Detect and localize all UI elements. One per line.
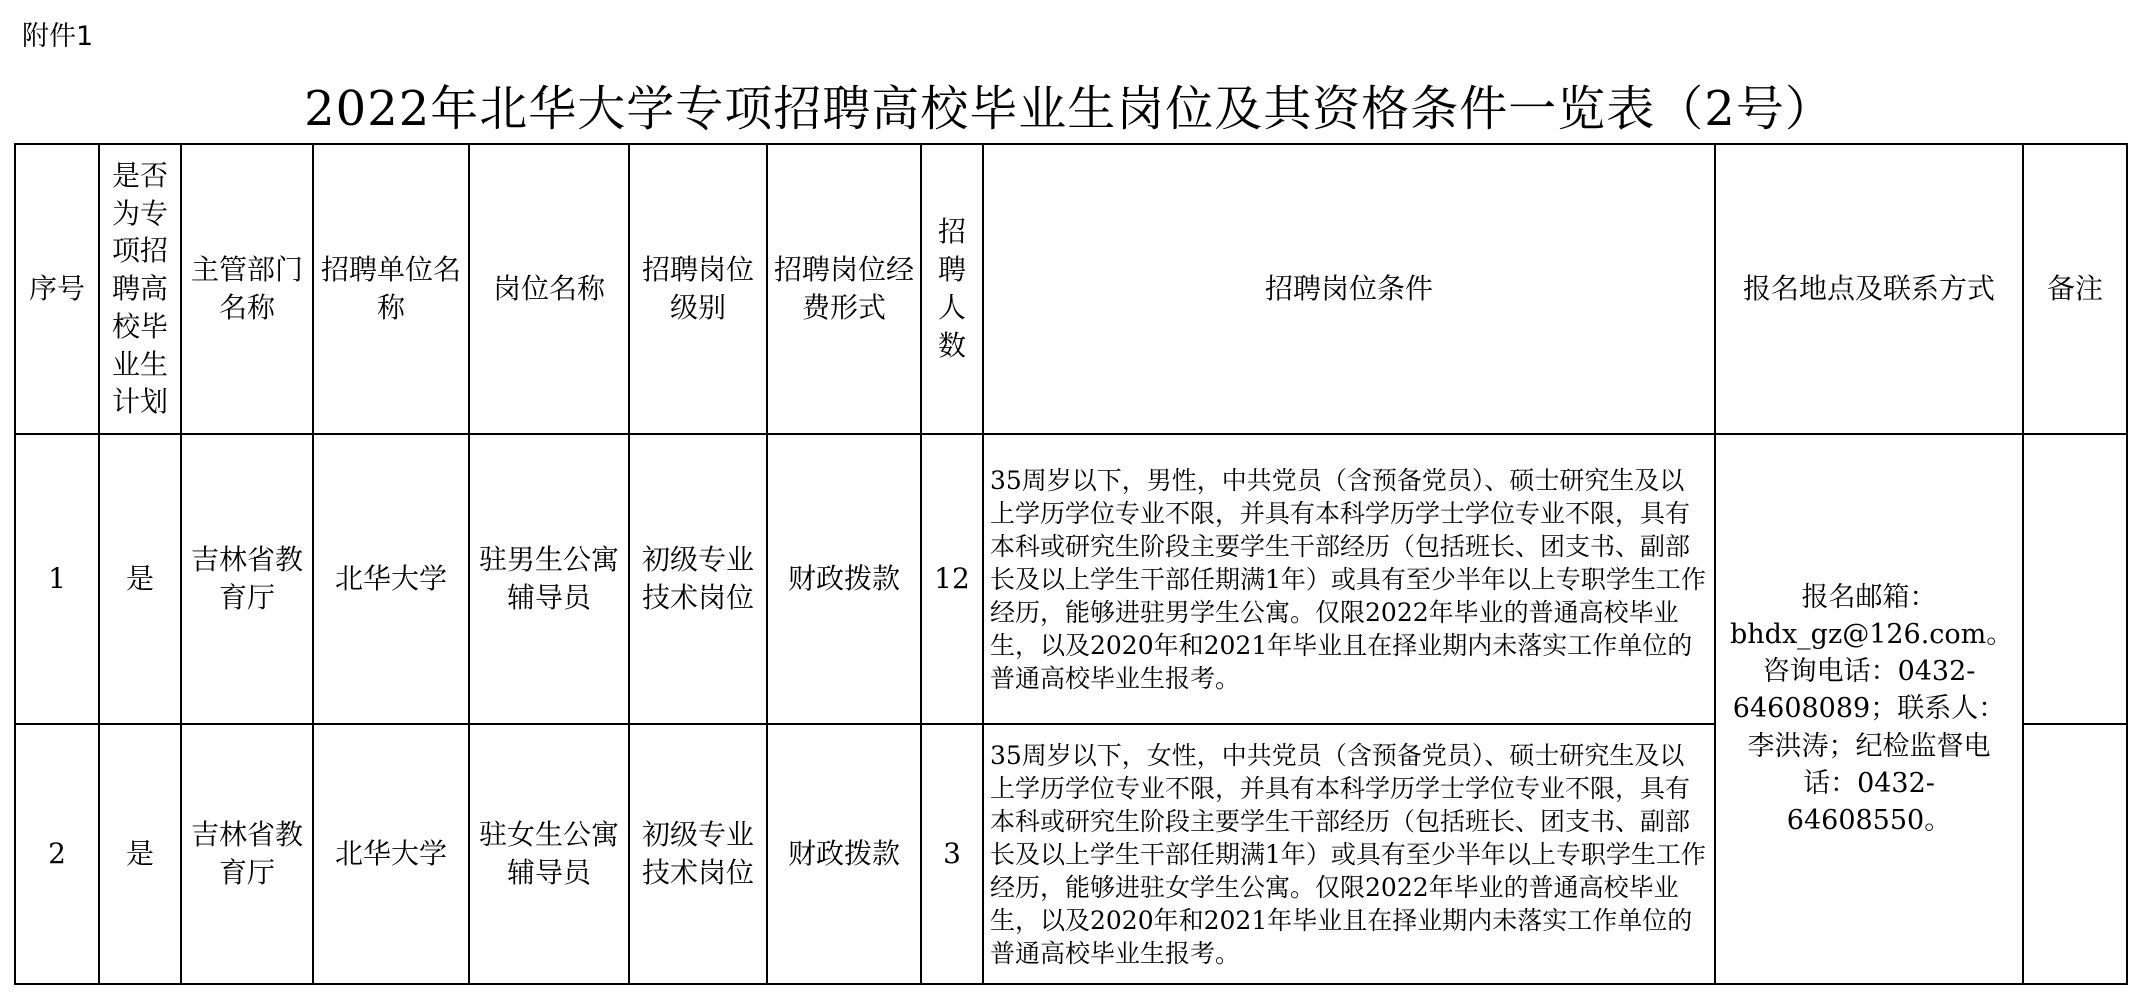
header-unit: 招聘单位名称 — [313, 144, 469, 434]
cell-level: 初级专业技术岗位 — [629, 434, 767, 724]
cell-special-plan: 是 — [99, 724, 181, 984]
header-conditions: 招聘岗位条件 — [983, 144, 1715, 434]
cell-dept: 吉林省教育厅 — [181, 434, 313, 724]
cell-seq: 2 — [15, 724, 99, 984]
table-row — [15, 434, 2127, 724]
header-count-text: 招聘人数 — [937, 215, 966, 362]
cell-funding: 财政拨款 — [767, 434, 921, 724]
header-level: 招聘岗位级别 — [629, 144, 767, 434]
cell-count: 12 — [921, 434, 983, 724]
cell-notes — [2023, 724, 2127, 984]
header-special-plan — [99, 144, 181, 434]
cell-notes — [2023, 434, 2127, 724]
header-special-plan-text: 是否为专项招聘高校毕业生计划 — [111, 158, 168, 419]
cell-dept: 吉林省教育厅 — [181, 724, 313, 984]
cell-position: 驻男生公寓辅导员 — [469, 434, 629, 724]
cell-contact: 报名邮箱：bhdx_gz@126.com。咨询电话：0432-64608089；联系人：李洪涛；纪检监督电话：0432-64608550。 — [1715, 434, 2023, 984]
attachment-label: 附件1 — [22, 21, 94, 52]
recruitment-table — [14, 143, 2128, 985]
cell-unit: 北华大学 — [313, 434, 469, 724]
cell-unit: 北华大学 — [313, 724, 469, 984]
header-row — [15, 144, 2127, 434]
header-dept: 主管部门名称 — [181, 144, 313, 434]
cell-seq: 1 — [15, 434, 99, 724]
header-notes: 备注 — [2023, 144, 2127, 434]
cell-count: 3 — [921, 724, 983, 984]
cell-funding: 财政拨款 — [767, 724, 921, 984]
header-position: 岗位名称 — [469, 144, 629, 434]
cell-level: 初级专业技术岗位 — [629, 724, 767, 984]
header-seq: 序号 — [15, 144, 99, 434]
document-title: 2022年北华大学专项招聘高校毕业生岗位及其资格条件一览表（2号） — [304, 81, 1834, 137]
header-funding: 招聘岗位经费形式 — [767, 144, 921, 434]
cell-conditions: 35周岁以下，女性，中共党员（含预备党员）、硕士研究生及以上学历学位专业不限，并具有本科学历学士学位专业不限，具有本科或研究生阶段主要学生干部经历（包括班长、团支书、副部长及以上学生干部任期满1年）或具有至少半年以上专职学生工作经历，能够进驻女学生公寓。仅限2022年毕业的普通高校毕业生，以及2020年和2021年毕业且在择业期内未落实工作单位的普通高校毕业生报考。 — [983, 724, 1715, 984]
header-count — [921, 144, 983, 434]
cell-conditions: 35周岁以下，男性，中共党员（含预备党员）、硕士研究生及以上学历学位专业不限，并具有本科学历学士学位专业不限，具有本科或研究生阶段主要学生干部经历（包括班长、团支书、副部长及以上学生干部任期满1年）或具有至少半年以上专职学生工作经历，能够进驻男学生公寓。仅限2022年毕业的普通高校毕业生，以及2020年和2021年毕业且在择业期内未落实工作单位的普通高校毕业生报考。 — [983, 434, 1715, 724]
cell-position: 驻女生公寓辅导员 — [469, 724, 629, 984]
header-contact: 报名地点及联系方式 — [1715, 144, 2023, 434]
cell-special-plan: 是 — [99, 434, 181, 724]
